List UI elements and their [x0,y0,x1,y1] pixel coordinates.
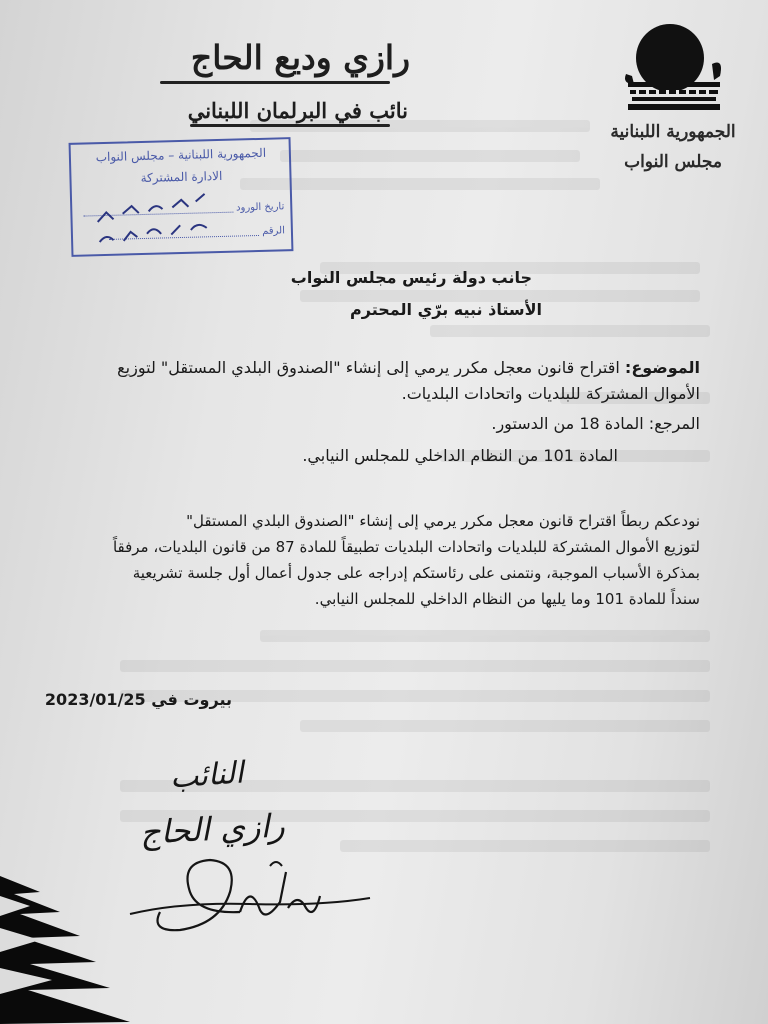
body-line-4: سنداً للمادة 101 وما يليها من النظام الداخلي للمجلس النيابي. [314,590,700,608]
subject-line-1 [117,358,700,377]
cedar-tree-icon [0,876,130,1024]
subject-line-2: الأموال المشتركة للبلديات واتحادات البلديات. [401,384,700,403]
republic-label: الجمهورية اللبنانية [610,122,736,142]
parliament-label: مجلس النواب [624,152,722,172]
mp-name: رازي وديع الحاج [190,38,410,77]
header-rule [160,81,390,84]
stamp-line-2: الادارة المشتركة [140,168,223,186]
signatory-title: النائب [168,755,245,796]
addressee-line-2: الأستاذ نبيه برّي المحترم [350,300,542,319]
body-line-3: بمذكرة الأسباب الموجبة، ونتمنى على رئاستكم إدراجه على جدول أعمال أول جلسة تشريعية [132,564,700,582]
mp-title: نائب في البرلمان اللبناني [187,98,408,123]
reference-line-2: المادة 101 من النظام الداخلي للمجلس النيابي. [302,446,618,465]
stamp-number-label: الرقم [262,225,286,237]
signatory-name: رازي الحاج [139,806,286,852]
stamp-received-label: تاريخ الورود [235,201,285,214]
body-line-2: لتوزيع الأموال المشتركة للبلديات واتحادات البلديات تطبيقاً للمادة 87 من قانون البلديات، مرفقاً [112,538,700,556]
subject-label: الموضوع: [624,358,700,377]
stamp-line-1: الجمهورية اللبنانية – مجلس النواب [95,145,267,165]
body-line-1: نودعكم ربطاً اقتراح قانون معجل مكرر يرمي إلى إنشاء "الصندوق البلدي المستقل" [186,512,700,530]
subject-text-1: اقتراح قانون معجل مكرر يرمي إلى إنشاء "الصندوق البلدي المستقل" لتوزيع [117,358,625,377]
document-date: بيروت في 2023/01/25 [44,690,232,709]
handwritten-signature-icon [120,852,380,942]
received-stamp [69,137,294,257]
parliament-emblem-icon [620,18,730,118]
reference-line-1: المرجع: المادة 18 من الدستور. [491,414,700,433]
header-rule [190,124,390,127]
addressee-line-1: جانب دولة رئيس مجلس النواب [290,268,532,287]
